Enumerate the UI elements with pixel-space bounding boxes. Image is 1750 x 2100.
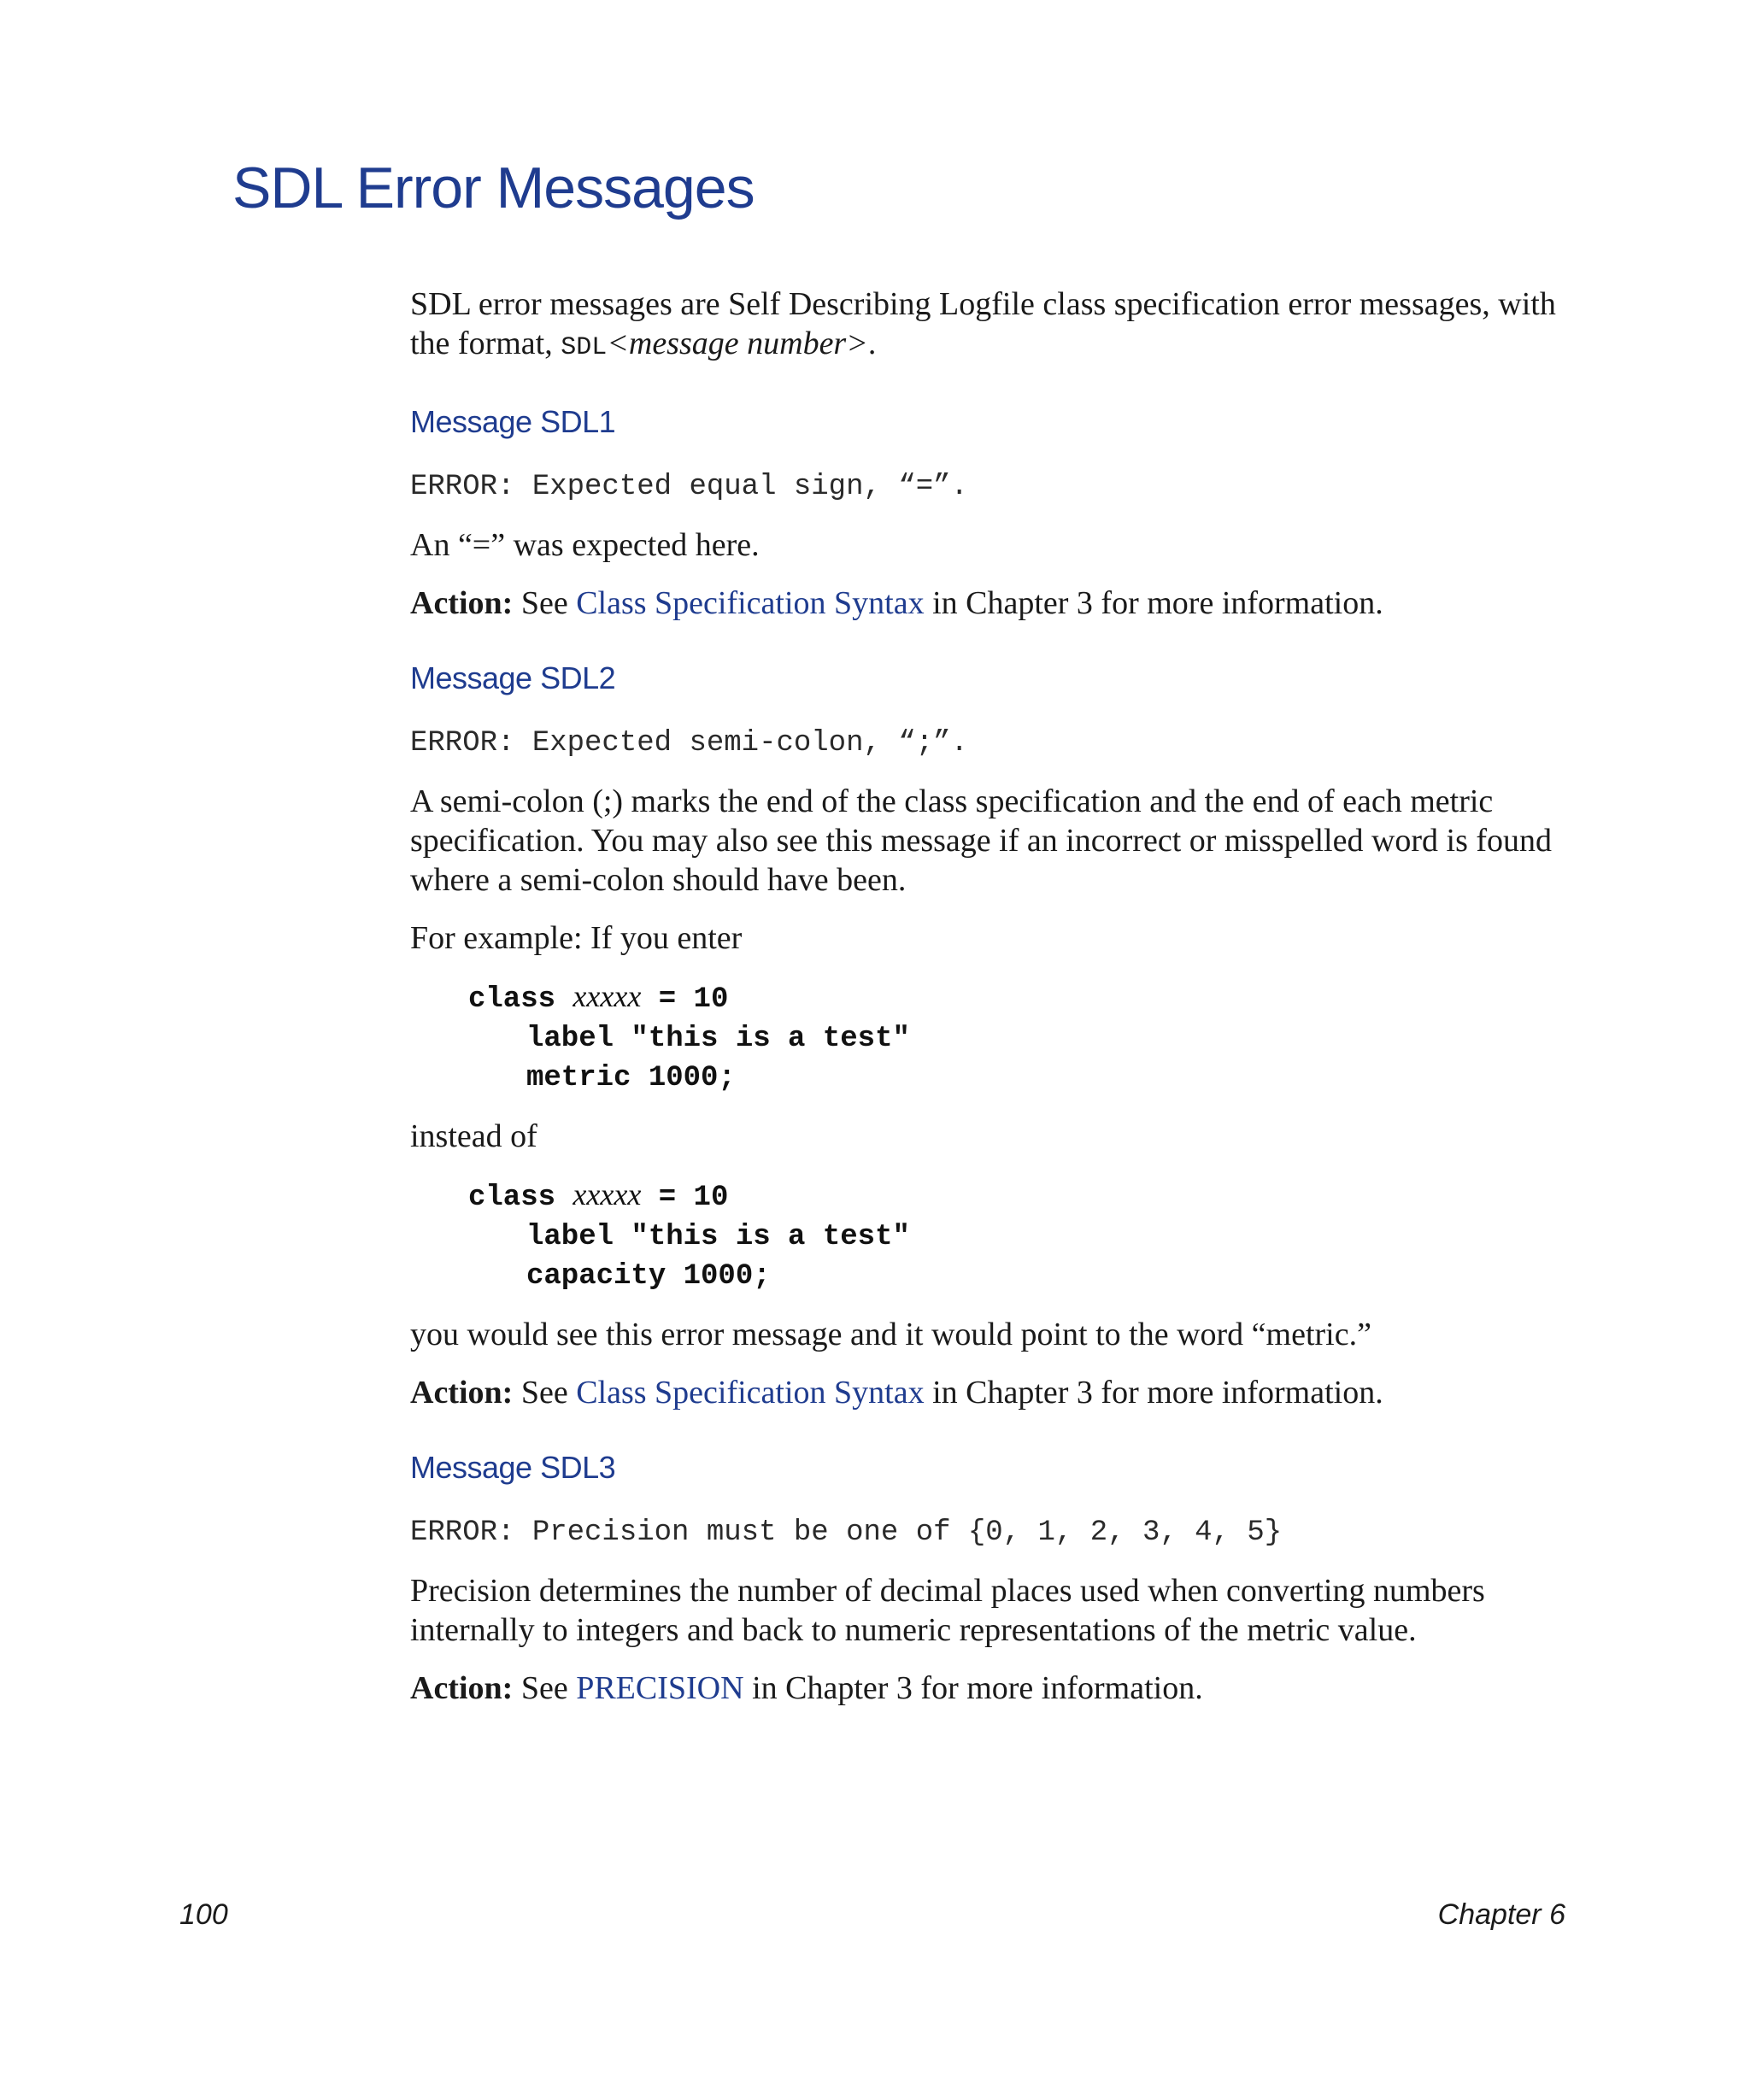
code-line: label "this is a test" bbox=[526, 1023, 910, 1055]
code-line: capacity 1000; bbox=[526, 1260, 771, 1293]
example-intro: For example: If you enter bbox=[410, 920, 743, 956]
result-sdl2: you would see this error message and it would point to the word “metric.” bbox=[410, 1317, 1371, 1352]
code-text: = 10 bbox=[641, 983, 729, 1016]
action-sdl1 bbox=[410, 584, 1589, 623]
error-sdl2: ERROR: Expected semi-colon, “;”. bbox=[410, 727, 968, 760]
code-variable: xxxxx bbox=[573, 979, 642, 1013]
code-keyword: class bbox=[468, 983, 573, 1016]
heading-sdl2: Message SDL2 bbox=[410, 660, 616, 695]
link-class-spec-syntax-1[interactable]: Class Specification Syntax bbox=[576, 585, 925, 621]
code-line bbox=[468, 977, 1589, 1019]
action-sdl3 bbox=[410, 1669, 1589, 1708]
action-label: Action: bbox=[410, 585, 514, 621]
code-line bbox=[468, 1175, 1589, 1217]
description-sdl2: A semi-colon (;) marks the end of the class specification and the end of each metric specification. You may also see this message if an incorrect or misspelled word is found where a semi-colon should have been. bbox=[410, 783, 1553, 898]
error-sdl3: ERROR: Precision must be one of {0, 1, 2, 3, 4, 5} bbox=[410, 1516, 1283, 1549]
code-example-2 bbox=[410, 1175, 1589, 1296]
page-number: 100 bbox=[179, 1898, 228, 1931]
action-text: in Chapter 3 for more information. bbox=[924, 585, 1383, 621]
action-label: Action: bbox=[410, 1670, 514, 1706]
action-text: See bbox=[513, 1375, 577, 1411]
action-text: See bbox=[513, 585, 577, 621]
description-sdl1: An “=” was expected here. bbox=[410, 527, 760, 563]
code-example-1 bbox=[410, 977, 1589, 1098]
page-title: SDL Error Messages bbox=[232, 155, 755, 220]
main-content bbox=[410, 284, 1589, 1708]
code-line: label "this is a test" bbox=[526, 1221, 910, 1253]
code-variable: xxxxx bbox=[573, 1177, 642, 1211]
link-precision[interactable]: PRECISION bbox=[576, 1670, 744, 1706]
code-keyword: class bbox=[468, 1182, 573, 1214]
instead-of: instead of bbox=[410, 1118, 537, 1154]
heading-sdl1: Message SDL1 bbox=[410, 404, 616, 439]
action-label: Action: bbox=[410, 1375, 514, 1411]
error-sdl1: ERROR: Expected equal sign, “=”. bbox=[410, 471, 968, 503]
intro-end: . bbox=[867, 326, 877, 361]
code-text: = 10 bbox=[641, 1182, 729, 1214]
action-sdl2 bbox=[410, 1373, 1589, 1412]
description-sdl3: Precision determines the number of decimal places used when converting numbers internally to integers and back to numeric representations of the metric value. bbox=[410, 1573, 1485, 1648]
action-text: in Chapter 3 for more information. bbox=[924, 1375, 1383, 1411]
intro-paragraph bbox=[410, 284, 1589, 367]
heading-sdl3: Message SDL3 bbox=[410, 1450, 616, 1485]
action-text: See bbox=[513, 1670, 577, 1706]
link-class-spec-syntax-2[interactable]: Class Specification Syntax bbox=[576, 1375, 925, 1411]
format-placeholder: <message number> bbox=[607, 326, 868, 361]
intro-text: SDL error messages are Self Describing Logfile class specification error messages, with the format, bbox=[410, 286, 1556, 361]
chapter-label: Chapter 6 bbox=[1437, 1898, 1565, 1931]
action-text: in Chapter 3 for more information. bbox=[743, 1670, 1203, 1706]
code-line: metric 1000; bbox=[526, 1062, 736, 1094]
format-code: SDL bbox=[561, 333, 608, 362]
